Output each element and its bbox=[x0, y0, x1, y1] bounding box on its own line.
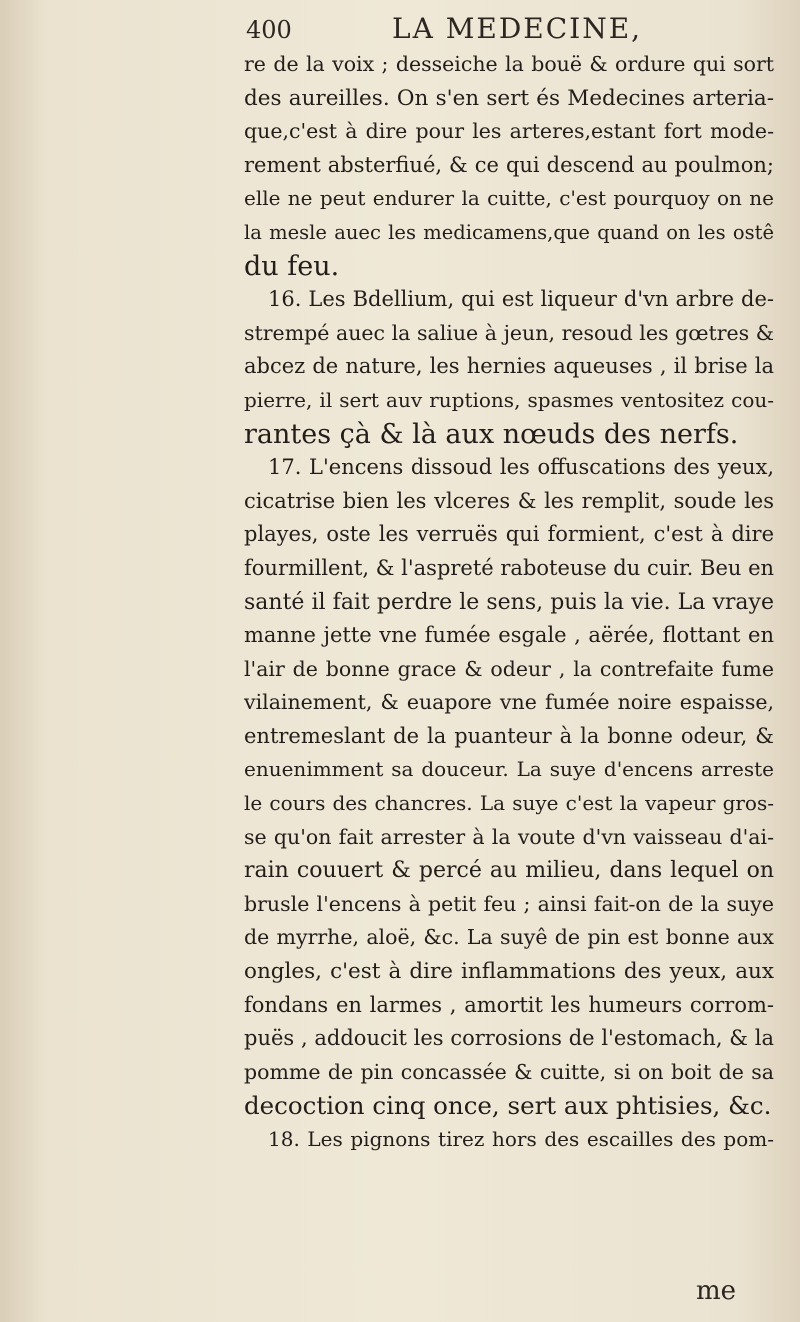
running-head: LA MEDECINE, bbox=[392, 12, 643, 45]
text-line: le cours des chancres. La suye c'est la vapeur gros- bbox=[244, 791, 774, 816]
text-line: vilainement, & euapore vne fumée noire espaisse, bbox=[244, 690, 774, 715]
text-line: cicatrise bien les vlceres & les remplit, soude les bbox=[244, 488, 774, 513]
text-line: la mesle auec les medicamens,que quand on les ostê bbox=[244, 220, 774, 244]
text-line: de myrrhe, aloë, &c. La suyê de pin est bonne aux bbox=[244, 925, 774, 950]
text-line: entremeslant de la puanteur à la bonne odeur, & bbox=[244, 723, 774, 748]
text-line: playes, oste les verruës qui formient, c'est à dire bbox=[244, 522, 774, 547]
text-line: fourmillent, & l'aspreté raboteuse du cuir. Beu en bbox=[244, 555, 774, 580]
text-line: rantes çà & là aux nœuds des nerfs. bbox=[244, 418, 739, 450]
text-line: strempé auec la saliue à jeun, resoud les gœtres & bbox=[244, 320, 774, 345]
text-line: que,c'est à dire pour les arteres,estant fort mode- bbox=[244, 119, 774, 144]
text-line: du feu. bbox=[244, 250, 340, 282]
text-line: rain couuert & percé au milieu, dans lequel on bbox=[244, 858, 774, 884]
page-header bbox=[246, 12, 766, 52]
page-number: 400 bbox=[246, 16, 292, 44]
text-line: decoction cinq once, sert aux phtisies, &c. bbox=[244, 1091, 772, 1121]
paragraph bbox=[244, 48, 774, 283]
text-line: des aureilles. On s'en sert és Medecines arteria- bbox=[244, 85, 774, 111]
text-line: 18. Les pignons tirez hors des escailles des pom- bbox=[268, 1127, 774, 1151]
paragraph bbox=[244, 1123, 774, 1157]
text-line: abcez de nature, les hernies aqueuses , il brise la bbox=[244, 354, 774, 379]
text-line: rement absterfiué, & ce qui descend au poulmon; bbox=[244, 152, 774, 177]
text-line: pierre, il sert auv ruptions, spasmes ventositez cou- bbox=[244, 387, 774, 412]
text-line: enuenimment sa douceur. La suye d'encens arreste bbox=[244, 757, 774, 782]
text-line: manne jette vne fumée esgale , aërée, flottant en bbox=[244, 623, 774, 648]
text-line: pomme de pin concassée & cuitte, si on boit de sa bbox=[244, 1059, 774, 1084]
text-line: se qu'on fait arrester à la voute d'vn vaisseau d'ai- bbox=[244, 824, 774, 849]
page-body bbox=[244, 48, 774, 1157]
text-line: 17. L'encens dissoud les offuscations des yeux, bbox=[268, 455, 774, 480]
paragraph bbox=[244, 451, 774, 1123]
text-line: 16. Les Bdellium, qui est liqueur d'vn arbre de- bbox=[268, 287, 774, 312]
paragraph bbox=[244, 283, 774, 451]
text-line: l'air de bonne grace & odeur , la contrefaite fume bbox=[244, 656, 774, 681]
text-line: re de la voix ; desseiche la bouë & ordure qui sort bbox=[244, 52, 774, 76]
text-line: brusle l'encens à petit feu ; ainsi fait-on de la suye bbox=[244, 891, 774, 916]
catchword: me bbox=[696, 1276, 737, 1306]
text-line: elle ne peut endurer la cuitte, c'est pourquoy on ne bbox=[244, 186, 774, 211]
text-line: santé il fait perdre le sens, puis la vie. La vraye bbox=[244, 589, 774, 615]
text-line: fondans en larmes , amortit les humeurs corrom- bbox=[244, 992, 774, 1017]
text-line: ongles, c'est à dire inflammations des yeux, aux bbox=[244, 959, 774, 985]
text-line: puës , addoucit les corrosions de l'estomach, & la bbox=[244, 1026, 774, 1051]
